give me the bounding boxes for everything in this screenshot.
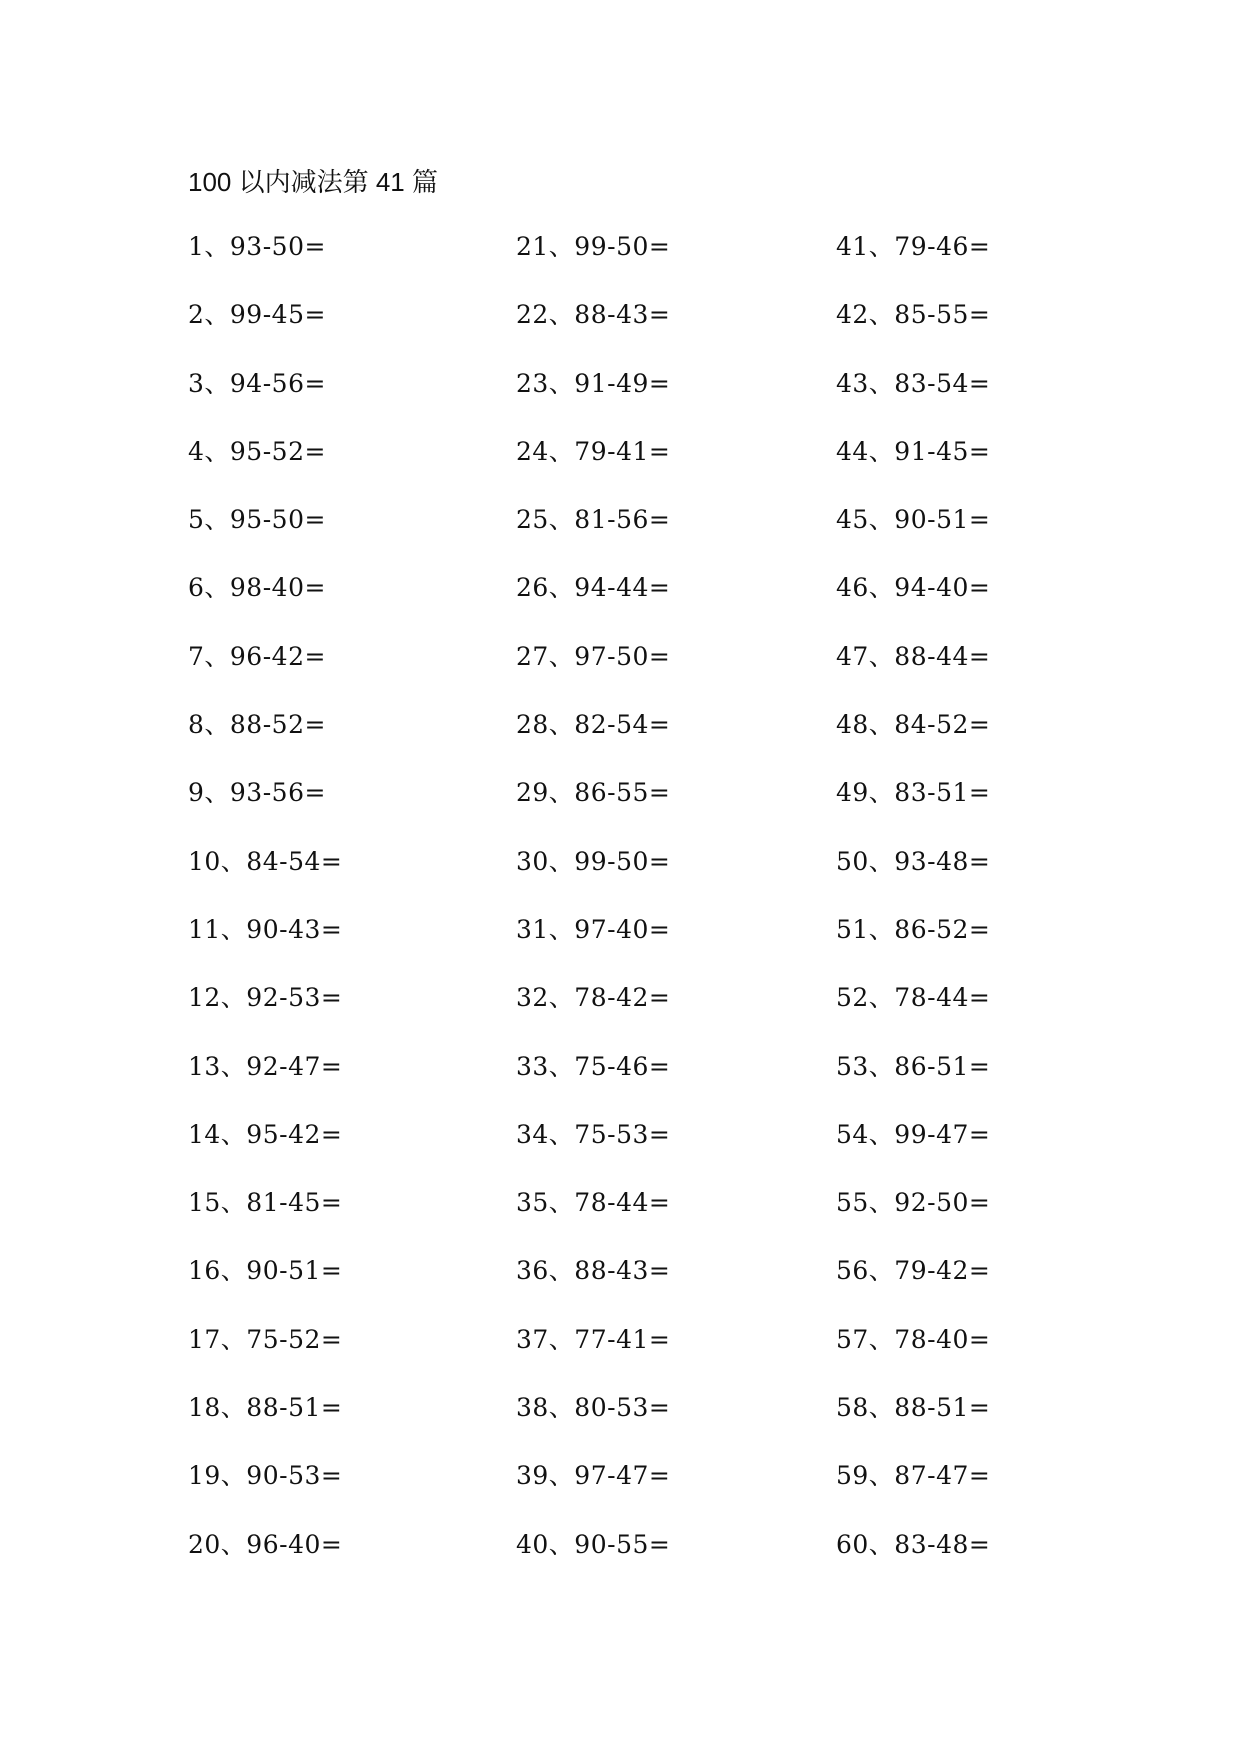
- subtraction-problem: 12、92-53=: [188, 983, 343, 1013]
- subtraction-problem: 32、78-42=: [516, 983, 671, 1013]
- subtraction-problem: 39、97-47=: [516, 1461, 671, 1491]
- subtraction-problem: 47、88-44=: [836, 641, 991, 671]
- subtraction-problem: 60、83-48=: [836, 1529, 991, 1559]
- subtraction-problem: 4、95-52=: [188, 436, 326, 466]
- subtraction-problem: 36、88-43=: [516, 1256, 671, 1286]
- subtraction-problem: 11、90-43=: [188, 914, 343, 944]
- problem-column-3: [836, 230, 1136, 1596]
- subtraction-problem: 54、99-47=: [836, 1119, 991, 1149]
- subtraction-problem: 22、88-43=: [516, 300, 671, 330]
- subtraction-problem: 40、90-55=: [516, 1529, 671, 1559]
- subtraction-problem: 48、84-52=: [836, 710, 991, 740]
- subtraction-problem: 57、78-40=: [836, 1324, 991, 1354]
- subtraction-problem: 49、83-51=: [836, 778, 991, 808]
- subtraction-problem: 10、84-54=: [188, 846, 343, 876]
- subtraction-problem: 25、81-56=: [516, 505, 671, 535]
- subtraction-problem: 1、93-50=: [188, 232, 326, 261]
- subtraction-problem: 37、77-41=: [516, 1324, 671, 1354]
- subtraction-problem: 26、94-44=: [516, 573, 671, 603]
- subtraction-problem: 51、86-52=: [836, 914, 991, 944]
- subtraction-problem: 44、91-45=: [836, 436, 991, 466]
- subtraction-problem: 9、93-56=: [188, 778, 326, 808]
- subtraction-problem: 58、88-51=: [836, 1393, 991, 1423]
- subtraction-problem: 42、85-55=: [836, 300, 991, 330]
- subtraction-problem: 3、94-56=: [188, 368, 326, 398]
- problem-column-2: [516, 230, 816, 1596]
- subtraction-problem: 31、97-40=: [516, 914, 671, 944]
- subtraction-problem: 38、80-53=: [516, 1393, 671, 1423]
- subtraction-problem: 5、95-50=: [188, 505, 326, 535]
- subtraction-problem: 59、87-47=: [836, 1461, 991, 1491]
- page-title: 100 以内减法第 41 篇: [188, 167, 438, 197]
- subtraction-problem: 24、79-41=: [516, 436, 671, 466]
- subtraction-problem: 2、99-45=: [188, 300, 326, 330]
- subtraction-problem: 16、90-51=: [188, 1256, 343, 1286]
- subtraction-problem: 34、75-53=: [516, 1119, 671, 1149]
- subtraction-problem: 33、75-46=: [516, 1051, 671, 1081]
- subtraction-problem: 7、96-42=: [188, 641, 326, 671]
- subtraction-problem: 56、79-42=: [836, 1256, 991, 1286]
- subtraction-problem: 43、83-54=: [836, 368, 991, 398]
- subtraction-problem: 46、94-40=: [836, 573, 991, 603]
- subtraction-problem: 27、97-50=: [516, 641, 671, 671]
- subtraction-problem: 14、95-42=: [188, 1119, 343, 1149]
- subtraction-problem: 17、75-52=: [188, 1324, 343, 1354]
- subtraction-problem: 8、88-52=: [188, 710, 326, 740]
- subtraction-problem: 21、99-50=: [516, 232, 671, 261]
- subtraction-problem: 30、99-50=: [516, 846, 671, 876]
- subtraction-problem: 6、98-40=: [188, 573, 326, 603]
- subtraction-problem: 55、92-50=: [836, 1188, 991, 1218]
- problem-column-1: [188, 230, 488, 1596]
- subtraction-problem: 23、91-49=: [516, 368, 671, 398]
- subtraction-problem: 52、78-44=: [836, 983, 991, 1013]
- subtraction-problem: 28、82-54=: [516, 710, 671, 740]
- subtraction-problem: 20、96-40=: [188, 1529, 343, 1559]
- subtraction-problem: 19、90-53=: [188, 1461, 343, 1491]
- subtraction-problem: 53、86-51=: [836, 1051, 991, 1081]
- subtraction-problem: 45、90-51=: [836, 505, 991, 535]
- subtraction-problem: 18、88-51=: [188, 1393, 343, 1423]
- subtraction-problem: 50、93-48=: [836, 846, 991, 876]
- subtraction-problem: 41、79-46=: [836, 232, 991, 261]
- subtraction-problem: 15、81-45=: [188, 1188, 343, 1218]
- subtraction-problem: 35、78-44=: [516, 1188, 671, 1218]
- subtraction-problem: 13、92-47=: [188, 1051, 343, 1081]
- subtraction-problem: 29、86-55=: [516, 778, 671, 808]
